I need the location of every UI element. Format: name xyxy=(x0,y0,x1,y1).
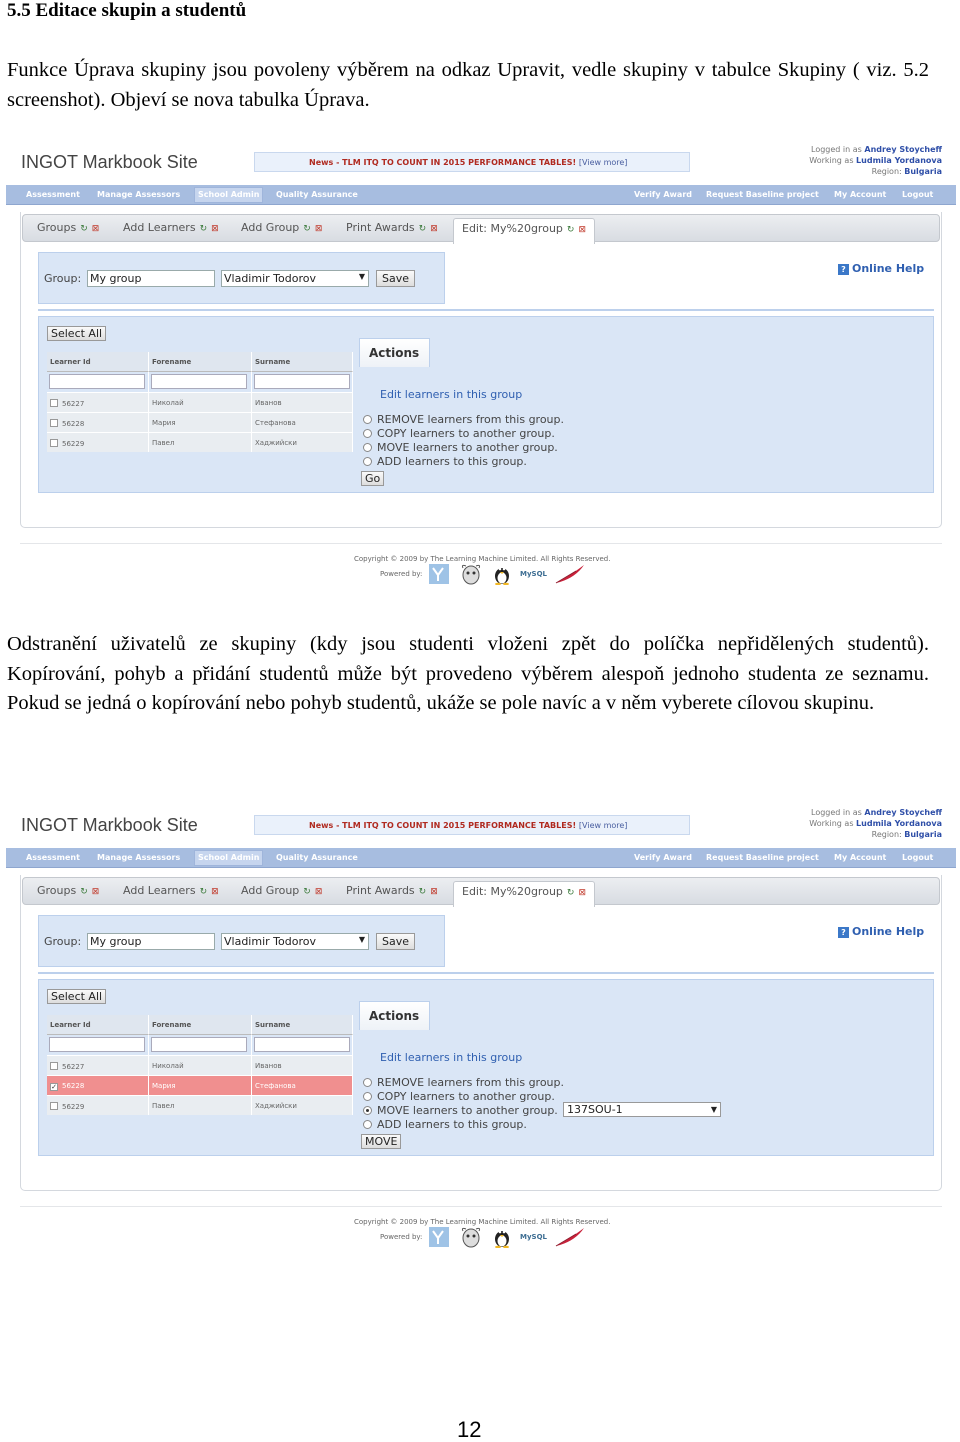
nav-school-admin[interactable]: School Admin xyxy=(194,187,263,203)
row-checkbox[interactable] xyxy=(50,399,58,407)
nav-logout[interactable]: Logout xyxy=(902,853,934,862)
powered-by-logos xyxy=(428,1226,588,1248)
news-banner[interactable] xyxy=(254,152,690,172)
cell-surname: Иванов xyxy=(252,1055,353,1075)
cell-learner-id xyxy=(47,392,149,412)
footer-divider xyxy=(20,543,942,544)
tab-print-awards-label: Print Awards xyxy=(346,884,415,897)
main-nav xyxy=(6,848,956,868)
nav-assessment[interactable]: Assessment xyxy=(26,853,80,862)
cell-forename: Николай xyxy=(149,1055,252,1075)
nav-logout[interactable]: Logout xyxy=(902,190,934,199)
move-button[interactable]: MOVE xyxy=(361,1134,401,1149)
tab-bar xyxy=(22,214,940,242)
tab-print-awards[interactable] xyxy=(346,221,438,234)
powered-by-label: Powered by: xyxy=(380,570,423,578)
news-view-more-link[interactable]: [View more] xyxy=(578,821,628,830)
close-icon[interactable]: ⊠ xyxy=(430,887,438,897)
close-icon[interactable]: ⊠ xyxy=(430,224,438,234)
region-value: Bulgaria xyxy=(904,830,942,839)
tab-add-group-label: Add Group xyxy=(241,221,300,234)
radio-move-label: MOVE learners to another group. xyxy=(377,1104,558,1117)
tab-edit-group[interactable] xyxy=(453,881,595,907)
filter-forename-input[interactable] xyxy=(151,1037,247,1052)
nav-manage-assessors[interactable]: Manage Assessors xyxy=(97,190,181,199)
target-group-value: 137SOU-1 xyxy=(567,1103,623,1116)
save-button[interactable]: Save xyxy=(376,933,415,950)
footer-divider xyxy=(20,1206,942,1207)
radio-remove-label: REMOVE learners from this group. xyxy=(377,1076,565,1089)
tab-add-learners[interactable] xyxy=(123,221,219,234)
tab-add-group[interactable] xyxy=(241,884,322,897)
cell-forename: Николай xyxy=(149,392,252,412)
header-surname[interactable]: Surname xyxy=(252,1015,353,1035)
help-icon: ? xyxy=(838,264,849,275)
header-forename[interactable]: Forename xyxy=(149,352,252,372)
tab-add-group[interactable] xyxy=(241,221,322,234)
radio-button[interactable] xyxy=(363,443,372,452)
radio-copy-label: COPY learners to another group. xyxy=(377,427,555,440)
logged-in-user: Andrey Stoycheff xyxy=(864,145,942,154)
feather-logo-icon xyxy=(554,563,586,585)
close-icon[interactable]: ⊠ xyxy=(314,887,323,897)
radio-add-label: ADD learners to this group. xyxy=(377,1118,527,1131)
tab-edit-group-label: Edit: My%20group xyxy=(462,885,563,898)
powered-by-logos xyxy=(428,563,588,585)
group-label: Group: xyxy=(44,935,82,948)
target-group-select[interactable] xyxy=(563,1102,721,1117)
mysql-logo-text: MySQL xyxy=(520,570,547,578)
learner-id: 56227 xyxy=(62,1063,85,1071)
cell-forename: Павел xyxy=(149,1095,252,1115)
actions-title: Edit learners in this group xyxy=(380,1051,523,1064)
nav-school-admin[interactable]: School Admin xyxy=(194,850,263,866)
tab-edit-group-label: Edit: My%20group xyxy=(462,222,563,235)
radio-button[interactable] xyxy=(363,1092,372,1101)
tab-groups-label: Groups xyxy=(37,221,77,234)
actions-panel xyxy=(359,366,931,492)
online-help-link[interactable] xyxy=(838,925,924,938)
news-label: News xyxy=(309,821,334,830)
news-text: - TLM ITQ TO COUNT IN 2015 PERFORMANCE TABLES! xyxy=(333,158,579,167)
paragraph-intro: Funkce Úprava skupiny jsou povoleny výběrem na odkaz Upravit, vedle skupiny v tabulce Skupiny ( viz. 5.2 screenshot). Objeví se nova tabulka Úprava. xyxy=(7,59,929,111)
radio-remove[interactable] xyxy=(363,413,564,426)
tab-groups[interactable] xyxy=(37,884,99,897)
divider xyxy=(38,972,934,974)
filter-cell xyxy=(252,1035,353,1055)
row-checkbox[interactable] xyxy=(50,419,58,427)
close-icon[interactable]: ⊠ xyxy=(578,888,586,898)
divider xyxy=(38,309,934,311)
refresh-icon: ↻ xyxy=(566,225,575,235)
header-learner-id[interactable]: Learner Id xyxy=(47,352,149,372)
header-surname[interactable]: Surname xyxy=(252,352,353,372)
radio-button[interactable] xyxy=(363,457,372,466)
working-as-prefix: Working as xyxy=(809,819,857,828)
page-number: 12 xyxy=(457,1417,482,1442)
screenshot-edit-group xyxy=(6,140,956,600)
nav-verify-award[interactable]: Verify Award xyxy=(634,190,692,199)
logged-in-prefix: Logged in as xyxy=(811,145,865,154)
edit-learners-box xyxy=(38,316,934,493)
logged-in-prefix: Logged in as xyxy=(811,808,865,817)
learner-id: 56229 xyxy=(62,1103,85,1111)
cell-surname: Хаджийски xyxy=(252,1095,353,1115)
filter-row xyxy=(47,1035,353,1055)
tab-add-learners-label: Add Learners xyxy=(123,884,196,897)
actions-tab[interactable]: Actions xyxy=(359,338,430,367)
radio-move[interactable] xyxy=(363,441,558,454)
row-checkbox[interactable] xyxy=(50,1102,58,1110)
copyright-text: Copyright © 2009 by The Learning Machine Limited. All Rights Reserved. xyxy=(354,1218,611,1226)
filter-learner-id-input[interactable] xyxy=(49,374,145,389)
tab-add-learners[interactable] xyxy=(123,884,219,897)
cell-learner-id xyxy=(47,1095,149,1115)
filter-row xyxy=(47,372,353,392)
news-banner[interactable] xyxy=(254,815,690,835)
gnu-logo-icon xyxy=(460,1226,482,1248)
close-icon[interactable]: ⊠ xyxy=(211,887,219,897)
go-button[interactable]: Go xyxy=(361,471,384,486)
select-all-button[interactable]: Select All xyxy=(47,326,106,341)
select-all-button[interactable]: Select All xyxy=(47,989,106,1004)
help-icon: ? xyxy=(838,927,849,938)
tab-add-group-label: Add Group xyxy=(241,884,300,897)
learners-table xyxy=(47,1015,353,1115)
radio-button[interactable] xyxy=(363,1120,372,1129)
radio-add[interactable] xyxy=(363,1118,527,1131)
group-name-input[interactable]: My group xyxy=(87,933,215,950)
filter-learner-id-input[interactable] xyxy=(49,1037,145,1052)
screenshot-move-learners xyxy=(6,803,956,1263)
actions-title: Edit learners in this group xyxy=(380,388,523,401)
learner-id: 56229 xyxy=(62,440,85,448)
logged-in-user: Andrey Stoycheff xyxy=(864,808,942,817)
radio-remove-label: REMOVE learners from this group. xyxy=(377,413,565,426)
filter-cell xyxy=(47,1035,149,1055)
refresh-icon: ↻ xyxy=(80,887,88,897)
radio-move-label: MOVE learners to another group. xyxy=(377,441,558,454)
close-icon[interactable]: ⊠ xyxy=(91,224,100,234)
cell-learner-id xyxy=(47,412,149,432)
row-checkbox-checked[interactable]: ✓ xyxy=(51,1083,57,1091)
nav-manage-assessors[interactable]: Manage Assessors xyxy=(97,853,181,862)
chevron-down-icon: ▼ xyxy=(710,1105,717,1114)
refresh-icon: ↻ xyxy=(303,224,311,234)
working-as-prefix: Working as xyxy=(809,156,857,165)
nav-quality-assurance[interactable]: Quality Assurance xyxy=(276,190,358,199)
edit-learners-box xyxy=(38,979,934,1156)
cell-forename: Павел xyxy=(149,432,252,452)
linux-tux-icon xyxy=(492,1226,512,1248)
online-help-label: Online Help xyxy=(852,925,925,938)
row-checkbox[interactable] xyxy=(50,1062,58,1070)
refresh-icon: ↻ xyxy=(80,224,88,234)
radio-add-label: ADD learners to this group. xyxy=(377,455,527,468)
feather-logo-icon xyxy=(554,1226,586,1248)
chevron-down-icon: ▼ xyxy=(358,935,365,944)
radio-copy[interactable] xyxy=(363,1090,555,1103)
cell-forename: Мария xyxy=(149,1075,252,1095)
login-info xyxy=(809,144,942,177)
working-as-user: Ludmila Yordanova xyxy=(856,819,942,828)
nav-quality-assurance[interactable]: Quality Assurance xyxy=(276,853,358,862)
site-title: INGOT Markbook Site xyxy=(21,815,198,835)
radio-button[interactable] xyxy=(363,1078,372,1087)
cell-surname: Стефанова xyxy=(252,412,353,432)
table-row[interactable] xyxy=(47,392,353,412)
powered-by-label: Powered by: xyxy=(380,1233,423,1241)
radio-remove[interactable] xyxy=(363,1076,564,1089)
table-header xyxy=(47,352,353,372)
header-forename[interactable]: Forename xyxy=(149,1015,252,1035)
filter-cell xyxy=(47,372,149,392)
tab-groups[interactable] xyxy=(37,221,99,234)
refresh-icon: ↻ xyxy=(418,224,427,234)
close-icon[interactable]: ⊠ xyxy=(314,224,323,234)
working-as-user: Ludmila Yordanova xyxy=(856,156,942,165)
group-label: Group: xyxy=(44,272,82,285)
cell-surname: Хаджийски xyxy=(252,432,353,452)
filter-surname-input[interactable] xyxy=(254,374,350,389)
copyright-text: Copyright © 2009 by The Learning Machine Limited. All Rights Reserved. xyxy=(354,555,611,563)
cell-learner-id xyxy=(47,1055,149,1075)
assessor-select[interactable] xyxy=(221,270,369,287)
region-value: Bulgaria xyxy=(904,167,942,176)
region-prefix: Region: xyxy=(871,167,905,176)
refresh-icon: ↻ xyxy=(566,888,575,898)
region-prefix: Region: xyxy=(871,830,905,839)
tab-bar xyxy=(22,877,940,905)
online-help-label: Online Help xyxy=(852,262,925,275)
main-nav xyxy=(6,185,956,205)
cell-forename: Мария xyxy=(149,412,252,432)
nav-request-baseline[interactable]: Request Baseline project xyxy=(706,853,819,862)
nav-my-account[interactable]: My Account xyxy=(834,853,887,862)
learner-id: 56228 xyxy=(62,1082,85,1090)
assessor-select-value: Vladimir Todorov xyxy=(224,935,316,948)
cell-surname: Стефанова xyxy=(252,1075,353,1095)
learner-id: 56228 xyxy=(62,420,85,428)
assessor-select-value: Vladimir Todorov xyxy=(224,272,316,285)
filter-cell xyxy=(252,372,353,392)
radio-button[interactable] xyxy=(363,429,372,438)
site-title: INGOT Markbook Site xyxy=(21,152,198,172)
save-button[interactable]: Save xyxy=(376,270,415,287)
row-checkbox[interactable] xyxy=(50,439,58,447)
login-info xyxy=(809,807,942,840)
radio-copy-label: COPY learners to another group. xyxy=(377,1090,555,1103)
cell-learner-id xyxy=(47,432,149,452)
mysql-logo-text: MySQL xyxy=(520,1233,547,1241)
yii-logo-icon xyxy=(428,1226,450,1248)
tab-groups-label: Groups xyxy=(37,884,77,897)
nav-assessment[interactable]: Assessment xyxy=(26,190,80,199)
news-label: News xyxy=(309,158,334,167)
refresh-icon: ↻ xyxy=(199,887,208,897)
actions-panel xyxy=(359,1029,931,1155)
radio-move[interactable] xyxy=(363,1104,558,1117)
tab-edit-group[interactable] xyxy=(453,218,595,244)
filter-cell xyxy=(149,1035,252,1055)
table-row[interactable] xyxy=(47,1055,353,1075)
section-heading: 5.5 Editace skupin a studentů xyxy=(7,0,247,21)
group-form xyxy=(38,252,445,304)
table-row[interactable] xyxy=(47,1095,353,1115)
refresh-icon: ↻ xyxy=(418,887,427,897)
filter-cell xyxy=(149,372,252,392)
table-row-selected[interactable] xyxy=(47,1075,353,1095)
radio-copy[interactable] xyxy=(363,427,555,440)
tab-add-learners-label: Add Learners xyxy=(123,221,196,234)
tab-print-awards[interactable] xyxy=(346,884,438,897)
radio-button-selected[interactable] xyxy=(363,1106,372,1115)
table-row[interactable] xyxy=(47,412,353,432)
close-icon[interactable]: ⊠ xyxy=(91,887,100,897)
learner-id: 56227 xyxy=(62,400,85,408)
radio-button[interactable] xyxy=(363,415,372,424)
gnu-logo-icon xyxy=(460,563,482,585)
close-icon[interactable]: ⊠ xyxy=(578,225,586,235)
actions-tab[interactable]: Actions xyxy=(359,1001,430,1030)
header-learner-id[interactable]: Learner Id xyxy=(47,1015,149,1035)
news-view-more-link[interactable]: [View more] xyxy=(578,158,628,167)
nav-my-account[interactable]: My Account xyxy=(834,190,887,199)
group-name-input[interactable]: My group xyxy=(87,270,215,287)
linux-tux-icon xyxy=(492,563,512,585)
paragraph-actions: Odstranění uživatelů ze skupiny (kdy jsou studenti vloženi zpět do políčka nepřidělených studentů). Kopírování, pohyb a přidání studentů může být provedeno výběrem alespoň jednoho studenta ze seznamu. Pokud se jedná o kopírování nebo pohyb studentů, ukáže se pole navíc a v něm vyberete cílovou skupinu. xyxy=(7,633,929,714)
filter-surname-input[interactable] xyxy=(254,1037,350,1052)
yii-logo-icon xyxy=(428,563,450,585)
radio-add[interactable] xyxy=(363,455,527,468)
group-form xyxy=(38,915,445,967)
table-row[interactable] xyxy=(47,432,353,452)
nav-request-baseline[interactable]: Request Baseline project xyxy=(706,190,819,199)
refresh-icon: ↻ xyxy=(303,887,311,897)
nav-verify-award[interactable]: Verify Award xyxy=(634,853,692,862)
filter-forename-input[interactable] xyxy=(151,374,247,389)
close-icon[interactable]: ⊠ xyxy=(211,224,219,234)
tab-print-awards-label: Print Awards xyxy=(346,221,415,234)
cell-surname: Иванов xyxy=(252,392,353,412)
online-help-link[interactable] xyxy=(838,262,924,275)
assessor-select[interactable] xyxy=(221,933,369,950)
news-text: - TLM ITQ TO COUNT IN 2015 PERFORMANCE TABLES! xyxy=(333,821,579,830)
table-header xyxy=(47,1015,353,1035)
learners-table xyxy=(47,352,353,452)
chevron-down-icon: ▼ xyxy=(358,272,365,281)
refresh-icon: ↻ xyxy=(199,224,208,234)
cell-learner-id xyxy=(47,1075,149,1095)
